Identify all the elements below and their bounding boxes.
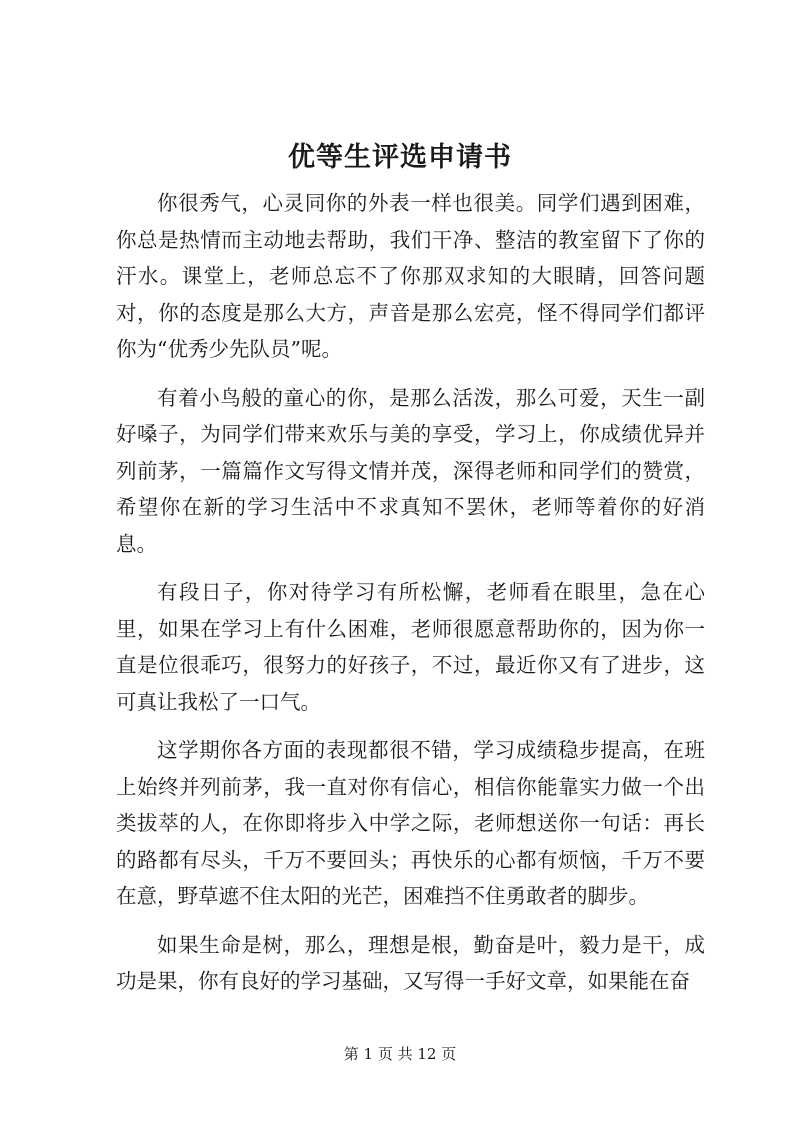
document-body — [116, 185, 705, 1012]
paragraph-1: 你很秀气，心灵同你的外表一样也很美。同学们遇到困难，你总是热情而主动地去帮助，我们干净、整洁的教室留下了你的汗水。课堂上，老师总忘不了你那双求知的大眼睛，回答问题对，你的态度是那么大方，声音是那么宏亮，怪不得同学们都评你为“优秀少先队员”呢。 — [116, 191, 705, 361]
paragraph-5: 如果生命是树，那么，理想是根，勤奋是叶，毅力是干，成功是果，你有良好的学习基础，又写得一手好文章，如果能在奋 — [116, 932, 705, 993]
paragraph-2: 有着小鸟般的童心的你，是那么活泼，那么可爱，天生一副好嗓子，为同学们带来欢乐与美的享受，学习上，你成绩优异并列前茅，一篇篇作文写得文情并茂，深得老师和同学们的赞赏，希望你在新的学习生活中不求真知不罢休，老师等着你的好消息。 — [116, 385, 705, 556]
paragraph-4: 这学期你各方面的表现都很不错，学习成绩稳步提高，在班上始终并列前茅，我一直对你有信心，相信你能靠实力做一个出类拔萃的人，在你即将步入中学之际，老师想送你一句话：再长的路都有尽头，千万不要回头；再快乐的心都有烦恼，千万不要在意，野草遮不住太阳的光芒，困难挡不住勇敢者的脚步。 — [116, 738, 705, 908]
document-title: 优等生评选申请书 — [288, 142, 512, 173]
paragraph-3: 有段日子，你对待学习有所松懈，老师看在眼里，急在心里，如果在学习上有什么困难，老师很愿意帮助你的，因为你一直是位很乖巧，很努力的好孩子，不过，最近你又有了进步，这可真让我松了一口气。 — [116, 580, 705, 714]
page-footer: 第 1 页 共 12 页 — [343, 1045, 457, 1063]
